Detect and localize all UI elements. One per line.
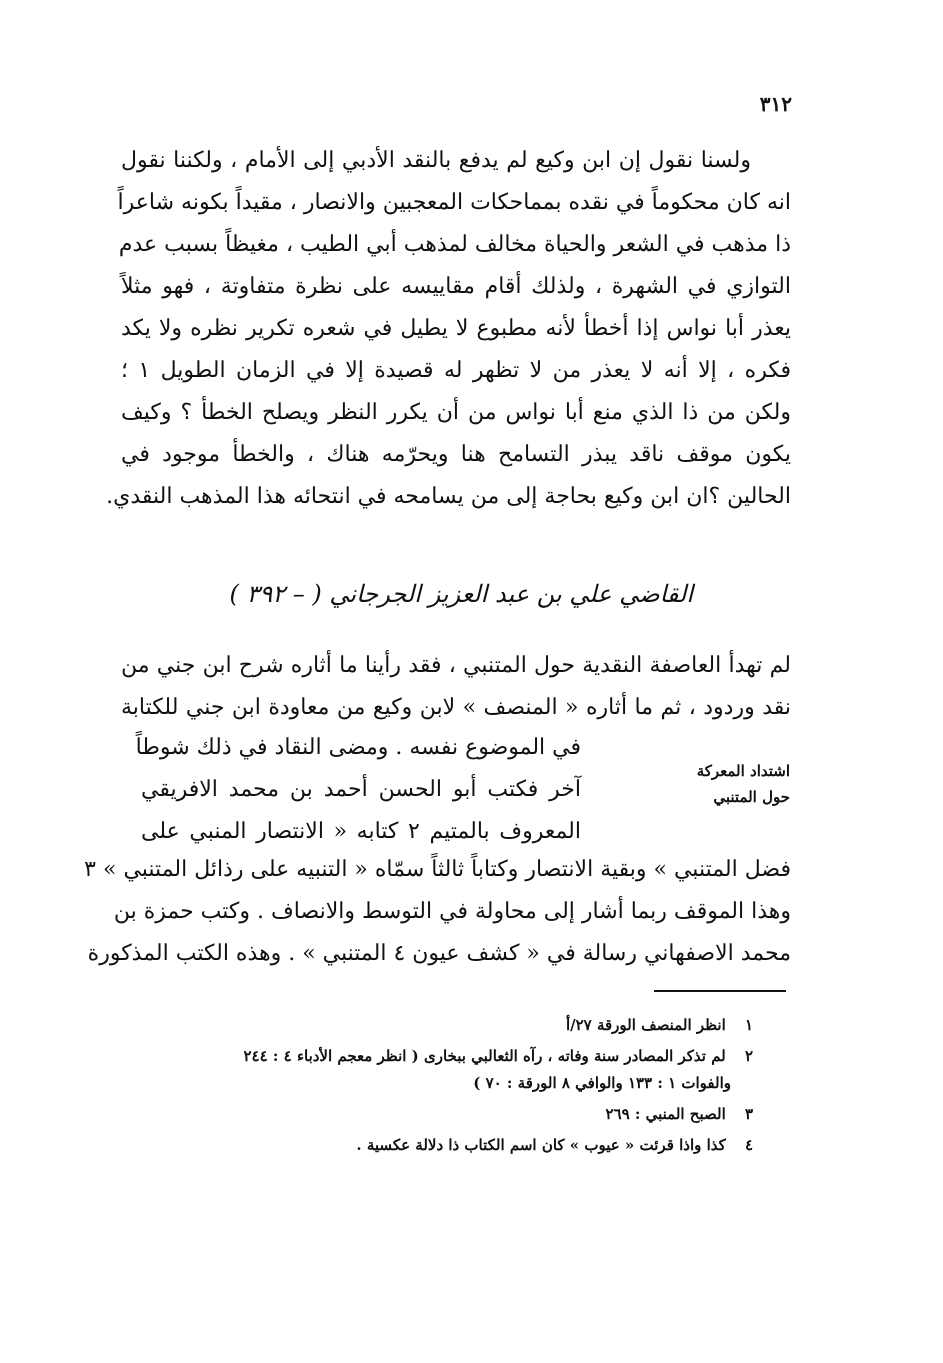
footnote-text: لم تذكر المصادر سنة وفاته ، رآه الثعالبي ببخارى ( انظر معجم الأدباء ٤ : ٢٤٤ bbox=[243, 1047, 726, 1065]
text-line: ولسنا نقول إن ابن وكيع لم يدفع بالنقد الأدبي إلى الأمام ، ولكننا نقول bbox=[121, 148, 751, 173]
footnote-text: كذا واذا قرئت « عيوب » كان اسم الكتاب ذا دلالة عكسية . bbox=[356, 1136, 726, 1154]
footnote-divider bbox=[654, 990, 786, 992]
footnote-text: والفوات ١ : ١٣٣ والوافي ٨ الورقة : ٧٠ ) bbox=[473, 1074, 731, 1092]
margin-note-line: حول المتنبي bbox=[713, 788, 790, 806]
text-line: المعروف بالمتيم ٢ كتابه « الانتصار المنبي على bbox=[141, 819, 581, 844]
text-line: في الموضوع نفسه . ومضى النقاد في ذلك شوطاً bbox=[135, 735, 581, 760]
margin-note bbox=[680, 758, 790, 810]
footnote-number: ١ bbox=[744, 1016, 753, 1034]
margin-note-line: اشتداد المعركة bbox=[696, 762, 790, 780]
footnote-text: انظر المنصف الورقة ٢٧/أ bbox=[565, 1016, 726, 1034]
section-heading: القاضي علي بن عبد العزيز الجرجاني ( – ٣٩٢ ) bbox=[229, 580, 693, 608]
paragraph-narrow bbox=[135, 727, 581, 853]
text-line: ذا مذهب في الشعر والحياة مخالف لمذهب أبي الطيب ، مغيظاً بسبب عدم bbox=[118, 232, 791, 257]
text-line: محمد الاصفهاني رسالة في « كشف عيون ٤ المتنبي » . وهذه الكتب المذكورة bbox=[87, 941, 791, 966]
footnote-number: ٢ bbox=[744, 1047, 753, 1065]
footnotes bbox=[113, 1010, 753, 1161]
text-line: آخر فكتب أبو الحسن أحمد بن محمد الافريقي bbox=[141, 777, 581, 802]
footnote-number: ٤ bbox=[744, 1136, 753, 1154]
text-line: التوازي في الشهرة ، ولذلك أقام مقاييسه على نظرة متفاوتة ، فهو مثلاً bbox=[121, 274, 791, 299]
text-line: نقد وردود ، ثم ما أثاره « المنصف » لابن وكيع من معاودة ابن جني للكتابة bbox=[121, 695, 791, 720]
text-line: ولكن من ذا الذي منع أبا نواس من أن يكرر النظر ويصلح الخطأ ؟ وكيف bbox=[121, 400, 791, 425]
text-line: انه كان محكوماً في نقده بمماحكات المعجبين والانصار ، مقيداً بكونه شاعراً bbox=[117, 190, 791, 215]
text-line: فكره ، إلا أنه لا يعذر من لا تظهر له قصيدة إلا في الزمان الطويل ١ ؛ bbox=[121, 358, 791, 383]
text-line: يعذر أبا نواس إذا أخطأ لأنه مطبوع لا يطيل في شعره تكرير نظره ولا يكد bbox=[121, 316, 791, 341]
text-line: يكون موقف ناقد يبذر التسامح هنا ويحرّمه هناك ، والخطأ موجود في bbox=[121, 442, 791, 467]
paragraph-continued bbox=[84, 849, 791, 975]
page-number: ٣١٢ bbox=[759, 92, 792, 116]
text-line: فضل المتنبي » وبقية الانتصار وكتاباً ثالثاً سمّاه « التنبيه على رذائل المتنبي » ٣ bbox=[84, 857, 791, 882]
paragraph-intro bbox=[106, 140, 791, 518]
text-line: لم تهدأ العاصفة النقدية حول المتنبي ، فقد رأينا ما أثاره شرح ابن جني من bbox=[121, 653, 791, 678]
footnote bbox=[113, 1099, 753, 1130]
footnote-continuation bbox=[113, 1068, 753, 1099]
footnote-text: الصبح المنبي : ٢٦٩ bbox=[605, 1105, 726, 1123]
paragraph-main bbox=[121, 645, 791, 729]
text-line: وهذا الموقف ربما أشار إلى محاولة في التوسط والانصاف . وكتب حمزة بن bbox=[113, 899, 791, 924]
footnote-number: ٣ bbox=[744, 1105, 753, 1123]
text-line: الحالين ؟ان ابن وكيع بحاجة إلى من يسامحه في انتحائه هذا المذهب النقدي. bbox=[106, 484, 791, 509]
footnote bbox=[113, 1130, 753, 1161]
footnote bbox=[113, 1010, 753, 1041]
